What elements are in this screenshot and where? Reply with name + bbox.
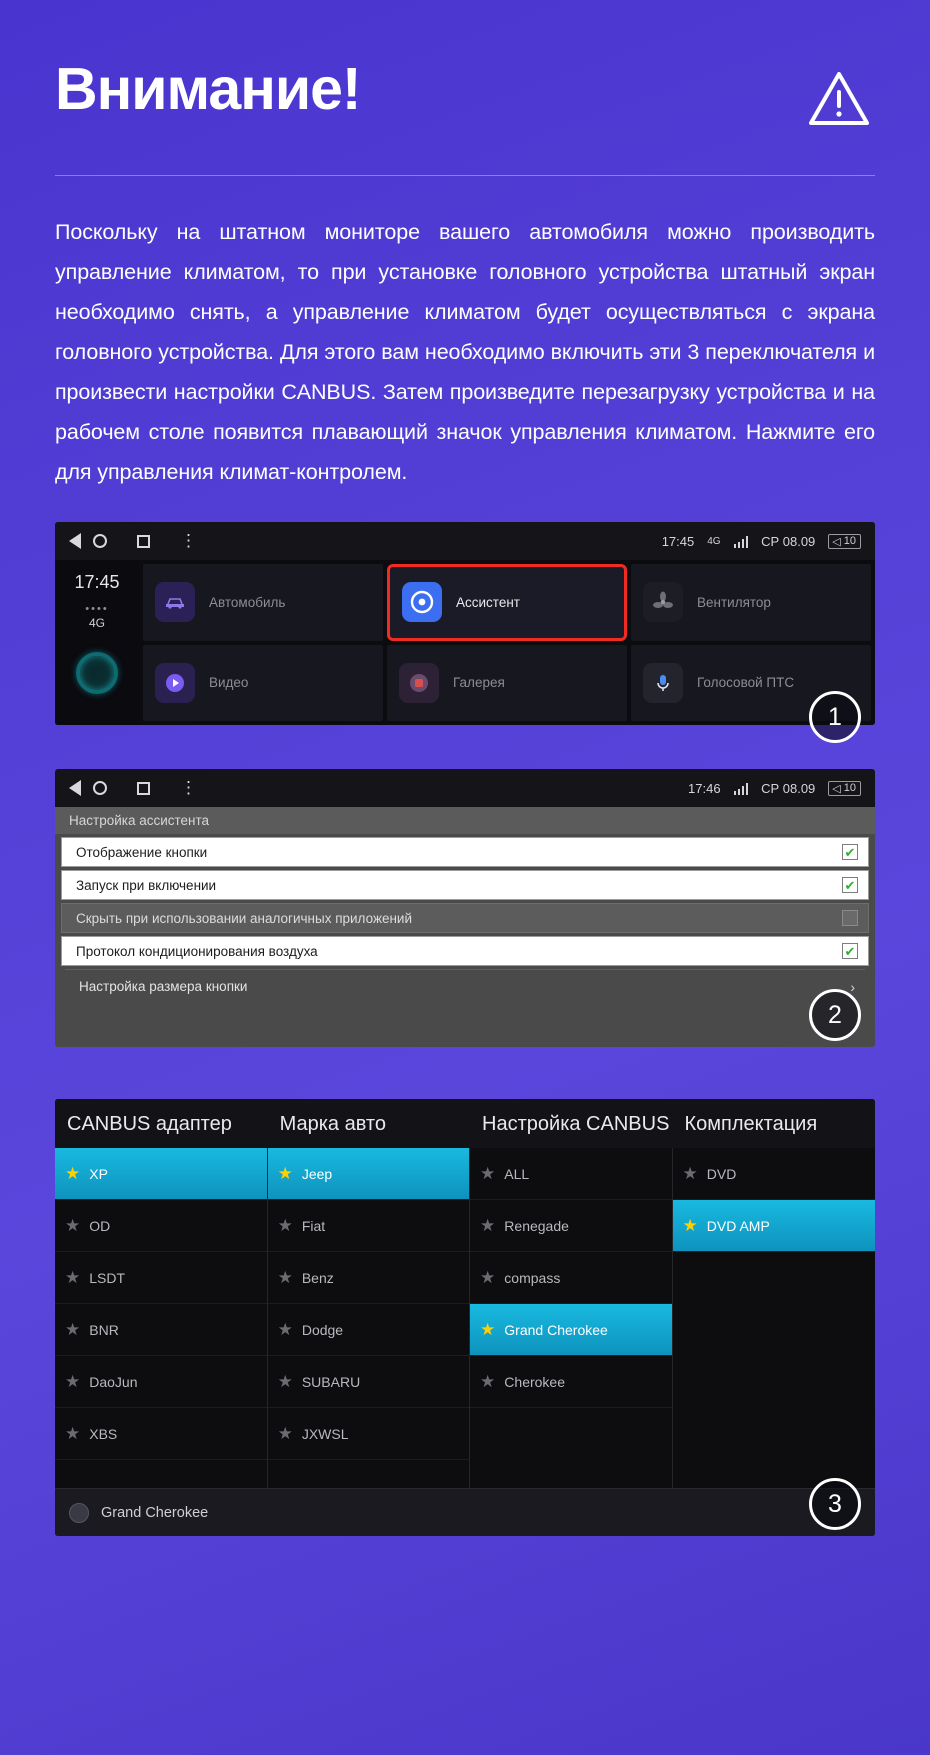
item-label: XBS — [89, 1425, 118, 1442]
star-icon: ★ — [277, 1216, 293, 1235]
status-date: СР 08.09 — [761, 533, 816, 549]
list-item[interactable] — [470, 1356, 671, 1408]
row-label: Запуск при включении — [76, 877, 217, 893]
status-date: СР 08.09 — [761, 780, 816, 796]
star-icon: ★ — [65, 1320, 81, 1339]
star-icon: ★ — [480, 1216, 496, 1235]
star-icon: ★ — [65, 1372, 81, 1391]
status-time: 17:45 — [661, 533, 695, 549]
item-label: SUBARU — [301, 1373, 361, 1390]
tile-label: Ассистент — [456, 594, 520, 610]
battery-level: 10 — [843, 782, 856, 794]
item-label: Cherokee — [504, 1373, 565, 1390]
screenshot-assistant-settings — [55, 769, 875, 1047]
tile-assistant[interactable] — [387, 564, 627, 641]
warning-triangle-icon — [808, 70, 870, 133]
header-divider — [55, 175, 875, 176]
column-brand — [268, 1148, 470, 1488]
tile-label: Автомобиль — [209, 594, 286, 610]
star-icon: ★ — [277, 1320, 293, 1339]
video-icon — [155, 663, 195, 703]
row-label: Отображение кнопки — [76, 844, 208, 860]
setting-row-ac-protocol[interactable] — [61, 936, 869, 966]
list-item[interactable] — [470, 1304, 671, 1356]
microphone-icon — [643, 663, 683, 703]
back-icon[interactable] — [69, 533, 81, 549]
car-icon — [155, 582, 195, 622]
step-badge-2: 2 — [809, 989, 861, 1041]
list-item[interactable] — [55, 1148, 267, 1200]
assistant-icon — [402, 582, 442, 622]
volume-icon: ◁ — [832, 782, 841, 795]
launcher-body — [55, 560, 875, 725]
column-header-canbus: Настройка CANBUS — [482, 1113, 670, 1135]
tile-label: Вентилятор — [697, 594, 771, 610]
step-badge-3: 3 — [809, 1478, 861, 1530]
launcher-sidebar — [55, 560, 139, 725]
setting-row-launch-on-start[interactable] — [61, 870, 869, 900]
body-paragraph: Поскольку на штатном мониторе вашего автомобиля можно производить управление климатом, то при установке головного устройства штатный экран необходимо снять, а управление климатом будет осуществляться с экрана головного устройства. Для этого вам необходимо включить эти 3 переключателя и произвести настройки CANBUS. Затем произведите перезагрузку устройства и на рабочем столе появится плавающий значок управления климатом. Нажмите его для управления климат-контролем. — [55, 220, 875, 484]
column-header-adapter: CANBUS адаптер — [67, 1113, 232, 1135]
signal-icon — [734, 782, 749, 795]
star-icon: ★ — [65, 1164, 81, 1183]
item-label: Renegade — [504, 1217, 569, 1234]
item-label: ALL — [504, 1165, 530, 1182]
item-label: Benz — [301, 1269, 334, 1286]
battery-badge — [828, 534, 861, 549]
launcher-tiles — [139, 560, 875, 725]
signal-icon — [734, 535, 749, 548]
row-label: Протокол кондиционирования воздуха — [76, 943, 318, 959]
list-item[interactable] — [470, 1148, 671, 1200]
back-icon[interactable] — [69, 780, 81, 796]
settings-filler — [55, 1003, 875, 1047]
canbus-columns — [55, 1148, 875, 1488]
star-icon: ★ — [480, 1268, 496, 1287]
star-icon: ★ — [480, 1320, 496, 1339]
list-item[interactable] — [55, 1356, 267, 1408]
canbus-column-headers — [55, 1099, 875, 1148]
star-icon: ★ — [277, 1268, 293, 1287]
list-item[interactable] — [673, 1148, 875, 1200]
star-icon: ★ — [65, 1216, 81, 1235]
list-item[interactable] — [268, 1356, 469, 1408]
settings-title: Настройка ассистента — [55, 807, 875, 834]
page-title: Внимание! — [55, 56, 361, 122]
battery-badge — [828, 781, 861, 796]
item-label: XP — [89, 1165, 108, 1182]
fan-icon — [643, 582, 683, 622]
item-label: JXWSL — [301, 1425, 349, 1442]
gallery-icon — [399, 663, 439, 703]
volume-icon: ◁ — [832, 535, 841, 548]
sidebar-time: 17:45 — [74, 572, 120, 592]
tile-car[interactable] — [143, 564, 383, 641]
star-icon: ★ — [277, 1164, 293, 1183]
chevron-right-icon: › — [850, 978, 855, 995]
item-label: DaoJun — [89, 1373, 138, 1390]
star-icon: ★ — [682, 1216, 698, 1235]
item-label: OD — [89, 1217, 111, 1234]
tile-video[interactable] — [143, 645, 383, 722]
list-item[interactable] — [268, 1304, 469, 1356]
star-icon: ★ — [682, 1164, 698, 1183]
item-label: Jeep — [301, 1165, 333, 1182]
checkbox-checked-icon[interactable]: ✔ — [842, 877, 858, 893]
item-label: DVD — [706, 1165, 737, 1182]
battery-level: 10 — [843, 535, 856, 547]
status-time: 17:46 — [688, 780, 721, 796]
checkbox-unchecked-icon[interactable] — [842, 910, 858, 926]
list-item[interactable] — [268, 1408, 469, 1460]
home-icon[interactable] — [93, 781, 107, 795]
list-item[interactable] — [268, 1200, 469, 1252]
overflow-menu-icon[interactable]: ⋮ — [180, 778, 197, 797]
tile-label: Голосовой ПТС — [697, 675, 795, 691]
star-icon: ★ — [65, 1268, 81, 1287]
car-badge-icon — [69, 1503, 89, 1523]
canbus-footer — [55, 1488, 875, 1536]
android-status-bar — [55, 522, 875, 560]
star-icon: ★ — [277, 1372, 293, 1391]
column-adapter — [55, 1148, 268, 1488]
row-label: Скрыть при использовании аналогичных приложений — [76, 910, 413, 926]
item-label: Grand Cherokee — [504, 1321, 608, 1338]
item-label: compass — [504, 1269, 561, 1286]
screenshot-canbus — [55, 1099, 875, 1536]
star-icon: ★ — [65, 1424, 81, 1443]
tile-label: Видео — [209, 675, 249, 691]
recents-icon[interactable] — [137, 782, 150, 795]
list-item[interactable] — [55, 1252, 267, 1304]
sidebar-network: 4G — [88, 616, 105, 630]
assistant-ring-icon[interactable] — [76, 652, 118, 694]
footer-label: Grand Cherokee — [101, 1504, 209, 1521]
row-label: Настройка размера кнопки — [79, 979, 248, 994]
overflow-menu-icon[interactable]: ⋮ — [180, 531, 197, 550]
tile-gallery[interactable] — [387, 645, 627, 722]
item-label: DVD AMP — [706, 1217, 770, 1234]
item-label: Dodge — [301, 1321, 344, 1338]
list-item[interactable] — [268, 1252, 469, 1304]
checkbox-checked-icon[interactable]: ✔ — [842, 943, 858, 959]
tile-fan[interactable] — [631, 564, 871, 641]
list-item[interactable] — [55, 1408, 267, 1460]
star-icon: ★ — [277, 1424, 293, 1443]
setting-row-show-button[interactable] — [61, 837, 869, 867]
step-badge-1: 1 — [809, 691, 861, 743]
column-trim — [673, 1148, 875, 1488]
list-item[interactable] — [470, 1252, 671, 1304]
item-label: LSDT — [89, 1269, 126, 1286]
recents-icon[interactable] — [137, 535, 150, 548]
home-icon[interactable] — [93, 534, 107, 548]
column-canbus — [470, 1148, 672, 1488]
column-header-trim: Комплектация — [684, 1113, 818, 1135]
item-label: BNR — [89, 1321, 119, 1338]
list-item[interactable] — [268, 1148, 469, 1200]
list-item[interactable] — [55, 1304, 267, 1356]
checkbox-checked-icon[interactable]: ✔ — [842, 844, 858, 860]
item-label: Fiat — [301, 1217, 326, 1234]
android-status-bar — [55, 769, 875, 807]
sidebar-dots: •••• — [85, 603, 109, 615]
screenshot-launcher — [55, 522, 875, 731]
star-icon: ★ — [480, 1164, 496, 1183]
tile-label: Галерея — [453, 675, 505, 691]
list-item[interactable] — [673, 1200, 875, 1252]
setting-row-hide-similar-apps[interactable] — [61, 903, 869, 933]
page-header — [55, 50, 875, 133]
status-network: 4G — [707, 535, 721, 547]
setting-row-button-size[interactable] — [65, 969, 865, 1003]
column-header-brand: Марка авто — [279, 1113, 386, 1135]
list-item[interactable] — [55, 1200, 267, 1252]
list-item[interactable] — [470, 1200, 671, 1252]
star-icon: ★ — [480, 1372, 496, 1391]
